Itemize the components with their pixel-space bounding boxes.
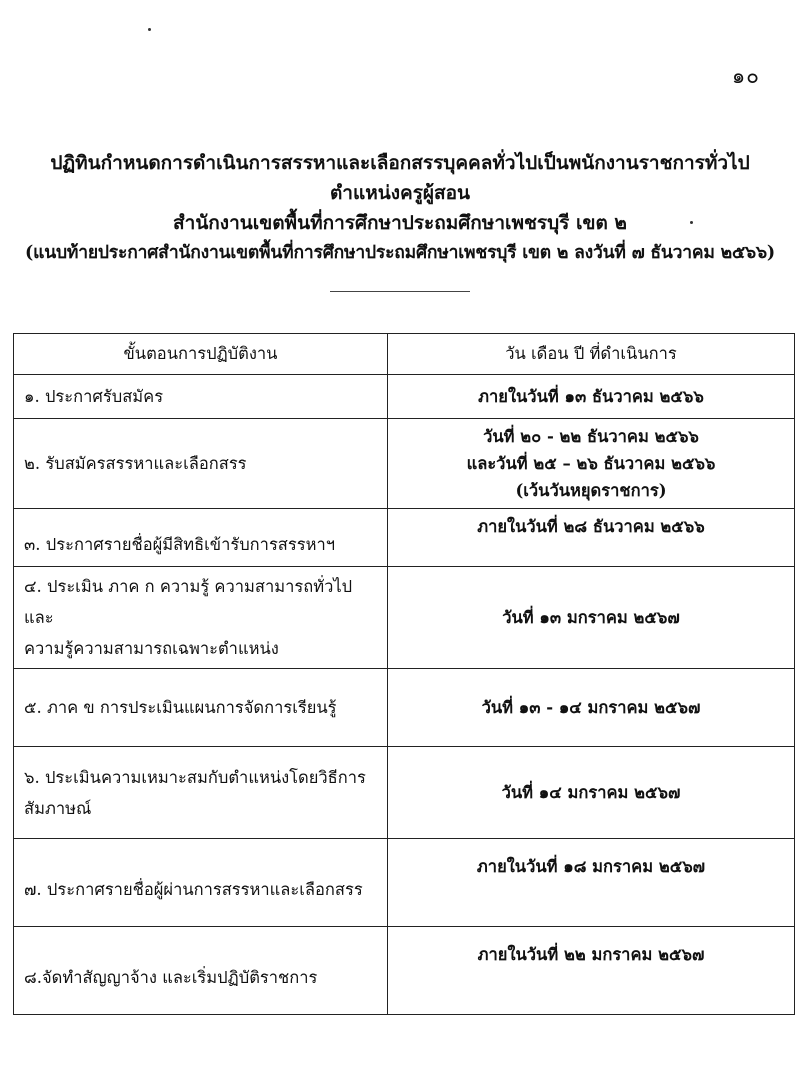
date-cell [388,927,795,1015]
title-line-3: สำนักงานเขตพื้นที่การศึกษาประถมศึกษาเพชรบุรี เขต ๒ [173,212,627,234]
step-cell [14,567,388,669]
step-cell [14,419,388,509]
date-text: วันที่ ๑๓ - ๑๔ มกราคม ๒๕๖๗ [481,698,701,717]
table-row [14,747,795,839]
date-cell [388,747,795,839]
date-text: วันที่ ๑๔ มกราคม ๒๕๖๗ [501,783,681,802]
column-header-date: วัน เดือน ปี ที่ดำเนินการ [388,334,795,375]
step-text: สัมภาษณ์ [24,798,92,818]
step-cell [14,669,388,747]
column-header-step: ขั้นตอนการปฏิบัติงาน [14,334,388,375]
document-header [20,148,780,268]
table-row [14,375,795,419]
step-text: ๖. ประเมินความเหมาะสมกับตำแหน่งโดยวิธีการ [24,767,366,787]
date-cell [388,419,795,509]
schedule-table [13,333,795,1015]
table-row [14,567,795,669]
table-row [14,509,795,567]
step-cell [14,839,388,927]
step-text: ๒. รับสมัครสรรหาและเลือกสรร [24,454,247,473]
date-cell [388,509,795,567]
step-text: ๕. ภาค ข การประเมินแผนการจัดการเรียนรู้ [24,698,337,717]
date-text: ภายในวันที่ ๑๘ มกราคม ๒๕๖๗ [476,857,706,876]
step-text: ความรู้ความสามารถเฉพาะตำแหน่ง [24,639,279,658]
title-line-1: ปฏิทินกำหนดการดำเนินการสรรหาและเลือกสรรบุคคลทั่วไปเป็นพนักงานราชการทั่วไป [50,152,750,174]
step-text: ๘.จัดทำสัญญาจ้าง และเริ่มปฏิบัติราชการ [24,968,318,987]
date-text: ภายในวันที่ ๑๓ ธันวาคม ๒๕๖๖ [478,387,704,406]
header-divider [330,291,470,292]
title-line-2: ตำแหน่งครูผู้สอน [329,182,471,204]
step-text: ๗. ประกาศรายชื่อผู้ผ่านการสรรหาและเลือกสรร [24,880,363,899]
step-cell [14,375,388,419]
step-cell [14,747,388,839]
title-line-4: (แนบท้ายประกาศสำนักงานเขตพื้นที่การศึกษาประถมศึกษาเพชรบุรี เขต ๒ ลงวันที่ ๗ ธันวาคม ๒๕๖๖) [25,243,775,263]
date-cell [388,567,795,669]
step-text: ๓. ประกาศรายชื่อผู้มีสิทธิเข้ารับการสรรหาฯ [24,535,336,554]
date-note: (เว้นวันหยุดราชการ) [515,481,667,500]
step-text: ๑. ประกาศรับสมัคร [24,387,164,406]
step-text: ๔. ประเมิน ภาค ก ความรู้ ความสามารถทั่วไปและ [24,577,353,627]
table-header-row [14,334,795,375]
table-row [14,669,795,747]
page-number: ๑๐ [731,64,760,88]
date-text: ภายในวันที่ ๒๘ ธันวาคม ๒๕๖๖ [477,517,705,536]
table-row [14,419,795,509]
step-cell [14,509,388,567]
date-cell [388,375,795,419]
date-cell [388,839,795,927]
date-cell [388,669,795,747]
scan-speck [148,28,151,31]
table-row [14,927,795,1015]
date-text: ภายในวันที่ ๒๒ มกราคม ๒๕๖๗ [477,945,705,964]
date-text: วันที่ ๒๐ - ๒๒ ธันวาคม ๒๕๖๖ [483,427,699,446]
date-text: วันที่ ๑๓ มกราคม ๒๕๖๗ [502,608,680,627]
date-text: และวันที่ ๒๕ – ๒๖ ธันวาคม ๒๕๖๖ [466,454,716,473]
step-cell [14,927,388,1015]
table-row [14,839,795,927]
